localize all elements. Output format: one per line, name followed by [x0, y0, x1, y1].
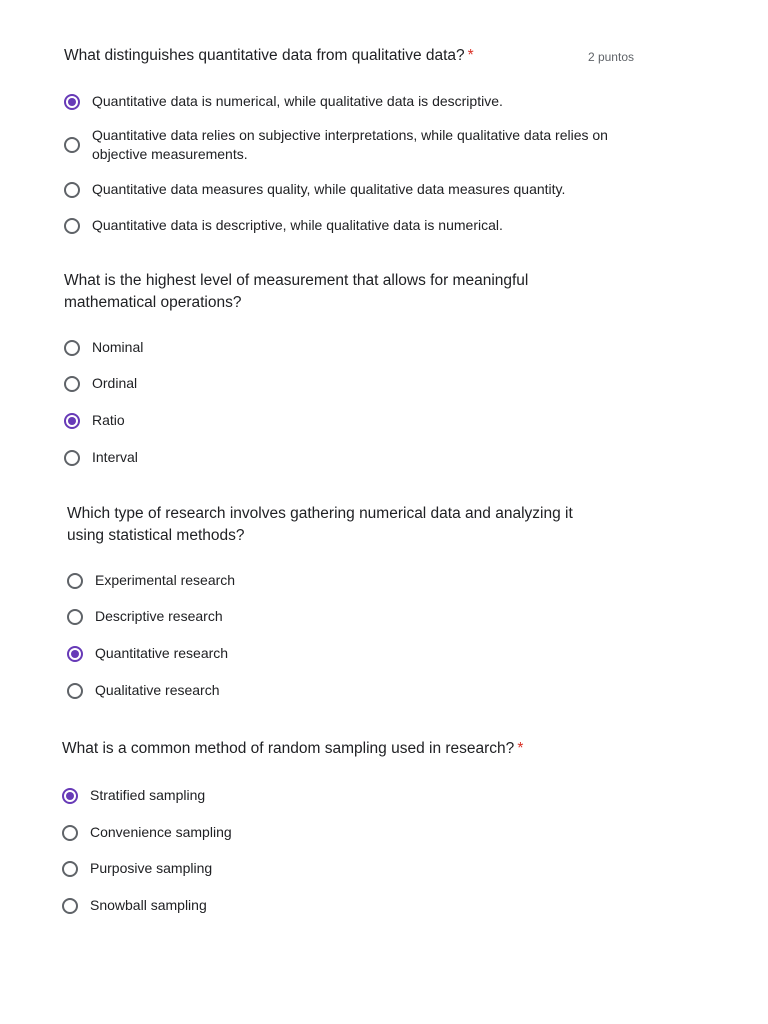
q4-option-1-label: Stratified sampling: [90, 787, 206, 803]
radio-icon[interactable]: [64, 137, 80, 153]
radio-icon[interactable]: [62, 825, 78, 841]
radio-icon[interactable]: [67, 683, 83, 699]
q3-option-2-label: Descriptive research: [95, 608, 223, 624]
radio-icon[interactable]: [64, 450, 80, 466]
q2-option-4-label: Interval: [92, 449, 138, 465]
q1-option-4-label: Quantitative data is descriptive, while qualitative data is numerical.: [92, 217, 503, 233]
radio-checked-icon[interactable]: [67, 646, 83, 662]
required-asterisk: *: [467, 47, 474, 64]
radio-icon[interactable]: [64, 218, 80, 234]
q3-option-2[interactable]: [67, 607, 223, 626]
points-label: 2 puntos: [587, 50, 634, 64]
q4-option-3-label: Purposive sampling: [90, 860, 213, 876]
q3-option-1-label: Experimental research: [95, 572, 236, 588]
q4-option-2-label: Convenience sampling: [90, 824, 232, 840]
q1-option-2-label: Quantitative data relies on subjective interpretations, while qualitative data relies on objective measurements.: [92, 127, 608, 162]
q2-option-2[interactable]: [64, 374, 137, 393]
q2-option-2-label: Ordinal: [92, 375, 138, 391]
required-asterisk: *: [517, 740, 524, 757]
radio-icon[interactable]: [67, 609, 83, 625]
q1-option-1-label: Quantitative data is numerical, while qualitative data is descriptive.: [92, 93, 503, 109]
radio-checked-icon[interactable]: [64, 94, 80, 110]
q2-option-4[interactable]: [64, 448, 138, 467]
q3-option-4[interactable]: [67, 681, 220, 700]
q3-option-4-label: Qualitative research: [95, 682, 220, 698]
q1-option-3-label: Quantitative data measures quality, while qualitative data measures quantity.: [92, 181, 566, 197]
q1-option-2[interactable]: [64, 126, 627, 164]
q1-option-4[interactable]: [64, 216, 503, 235]
q4-option-2[interactable]: [62, 823, 232, 842]
q4-option-4-label: Snowball sampling: [90, 897, 207, 913]
q3-option-1[interactable]: [67, 571, 235, 590]
radio-icon[interactable]: [64, 182, 80, 198]
question-4-title: What is a common method of random sampling used in research? *: [62, 740, 524, 757]
q3-option-3-label: Quantitative research: [95, 645, 229, 661]
radio-icon[interactable]: [67, 573, 83, 589]
question-2-title: What is the highest level of measurement that allows for meaningful mathematical operations?: [64, 272, 529, 311]
q4-option-4[interactable]: [62, 896, 207, 915]
radio-checked-icon[interactable]: [64, 413, 80, 429]
q4-option-3[interactable]: [62, 859, 212, 878]
radio-icon[interactable]: [62, 898, 78, 914]
radio-icon[interactable]: [64, 340, 80, 356]
q2-option-1-label: Nominal: [92, 339, 144, 355]
q3-option-3[interactable]: [67, 644, 228, 663]
radio-icon[interactable]: [62, 861, 78, 877]
question-3-title: Which type of research involves gathering numerical data and analyzing it using statistical methods?: [67, 505, 573, 544]
q2-option-3[interactable]: [64, 411, 125, 430]
q2-option-3-label: Ratio: [92, 412, 125, 428]
radio-checked-icon[interactable]: [62, 788, 78, 804]
question-1-title: What distinguishes quantitative data from qualitative data? *: [64, 47, 474, 64]
q1-option-1[interactable]: [64, 92, 503, 111]
q1-option-3[interactable]: [64, 180, 565, 199]
q2-option-1[interactable]: [64, 338, 143, 357]
q4-option-1[interactable]: [62, 786, 205, 805]
radio-icon[interactable]: [64, 376, 80, 392]
